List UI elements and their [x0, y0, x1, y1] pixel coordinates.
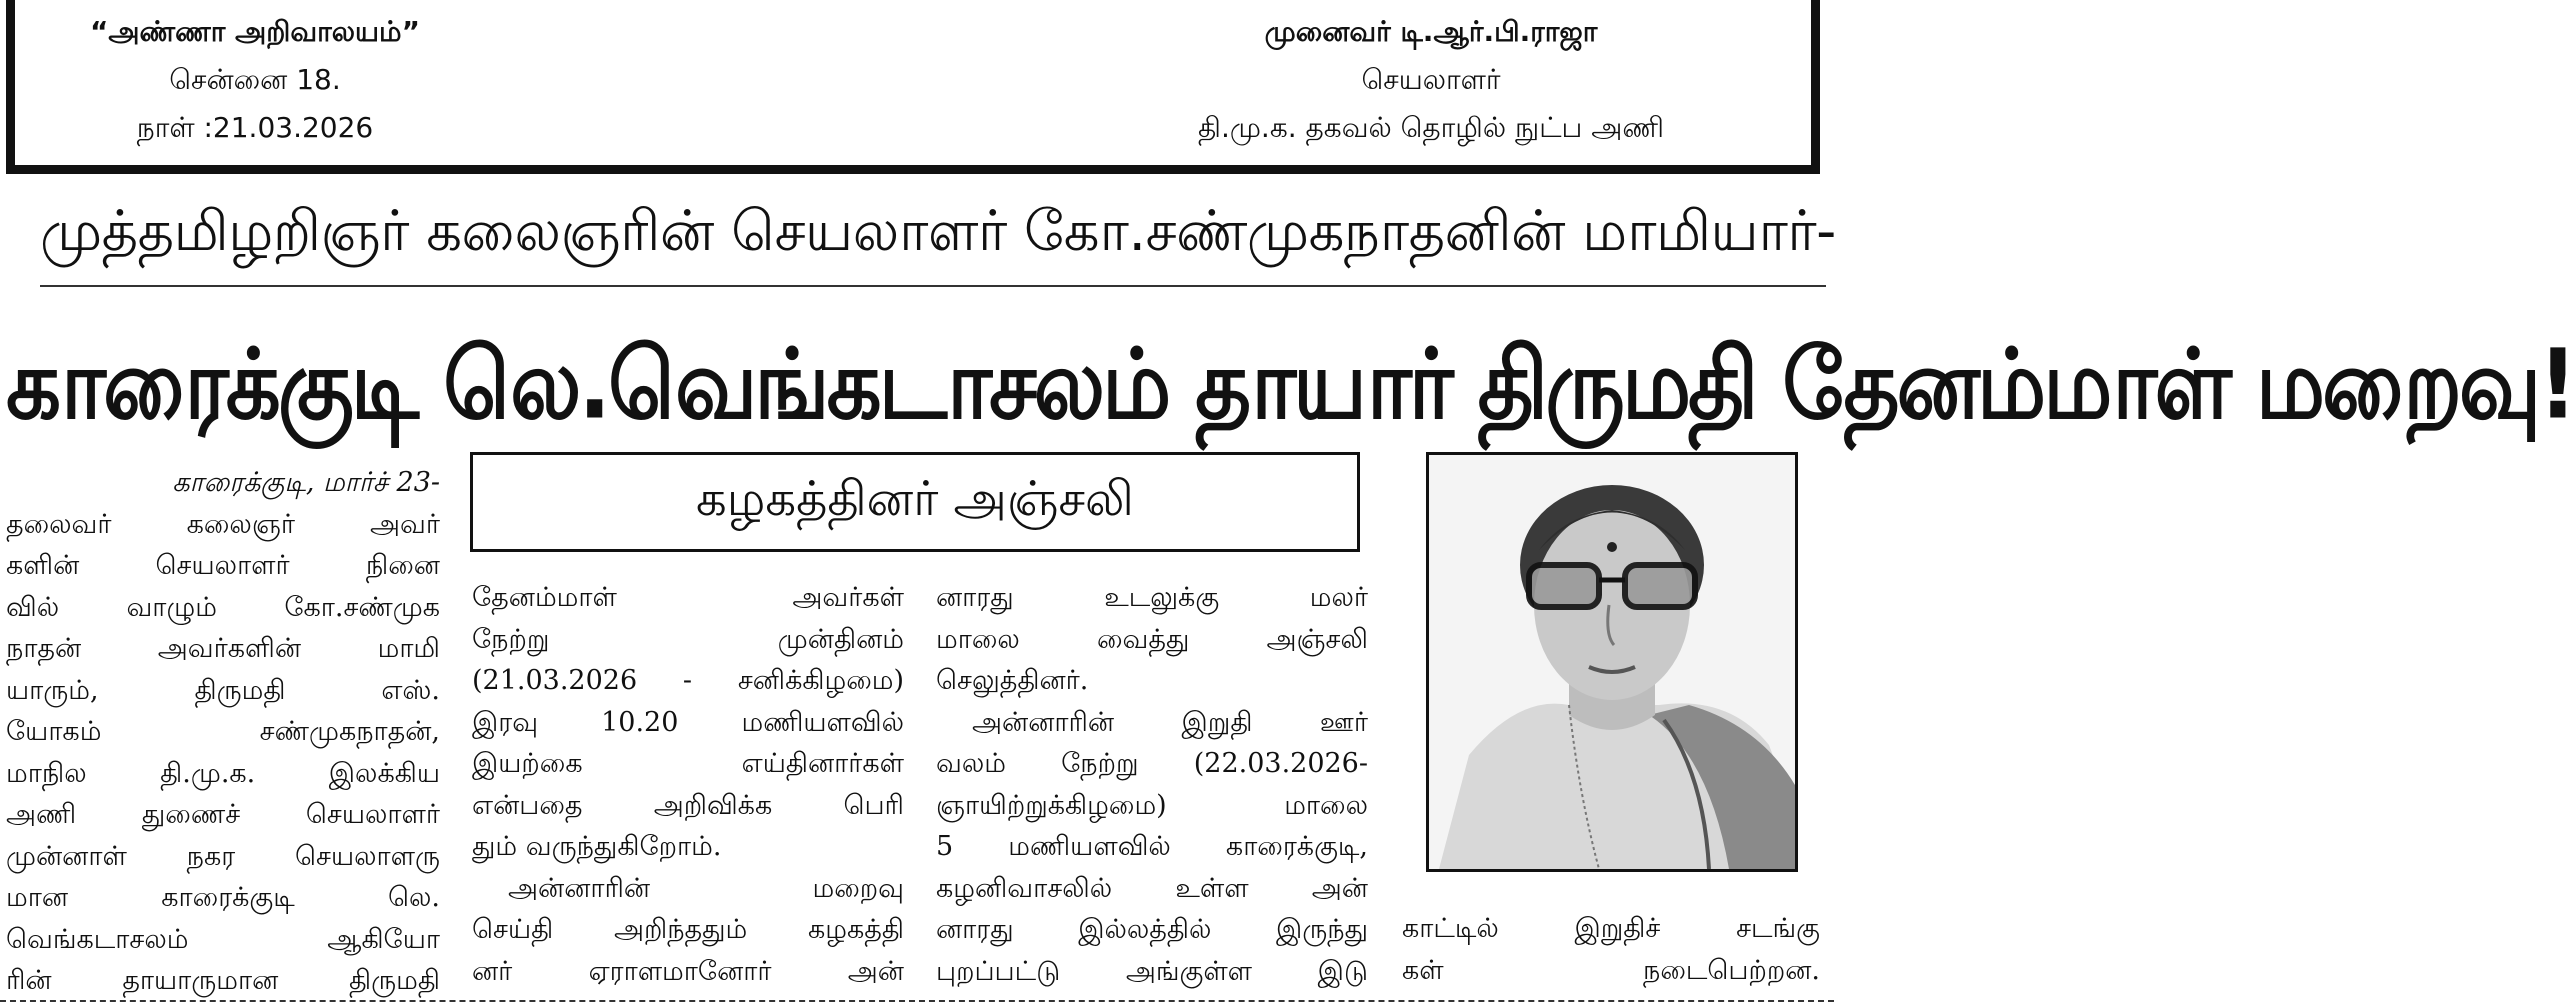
- dateline: காரைக்குடி, மார்ச் 23-: [172, 467, 440, 498]
- release-date: நாள் :21.03.2026: [136, 111, 374, 144]
- article-line: வெங்கடாசலம் ஆகியோ: [6, 923, 440, 955]
- article-column-1: [6, 462, 440, 1002]
- article-line: நாதன் அவர்களின் மாமி: [6, 633, 440, 664]
- office-city: சென்னை 18.: [169, 63, 341, 96]
- article-column-4: [1402, 908, 1820, 991]
- article-line: (21.03.2026 - சனிக்கிழமை): [472, 665, 904, 696]
- signatory-name: முனைவர் டி.ஆர்.பி.ராஜா: [1264, 15, 1598, 48]
- article-line: களின் செயலாளர் நினை: [6, 550, 440, 581]
- article-column-3: [936, 577, 1368, 992]
- article-line: மாலை வைத்து அஞ்சலி: [936, 623, 1368, 655]
- letterhead-right: [1111, 8, 1751, 152]
- article-line: னர் ஏராளமானோர் அன்: [472, 955, 904, 987]
- article-line: தேனம்மாள் அவர்கள்: [472, 582, 904, 613]
- article-line: யாரும், திருமதி எஸ்.: [6, 674, 440, 706]
- article-line: நேற்று முன்தினம்: [472, 623, 904, 655]
- article-line: புறப்பட்டு அங்குள்ள இடு: [936, 955, 1368, 987]
- article-line: கழனிவாசலில் உள்ள அன்: [936, 872, 1368, 904]
- main-headline: காரைக்குடி லெ.வெங்கடாசலம் தாயார் திருமதி தேனம்மாள் மறைவு!: [6, 329, 2574, 442]
- article-line: வலம் நேற்று (22.03.2026-: [936, 748, 1368, 779]
- article-line: காட்டில் இறுதிச் சடங்கு: [1402, 913, 1820, 944]
- portrait-photo-icon: [1429, 455, 1795, 869]
- article-line: என்பதை அறிவிக்க பெரி: [472, 789, 904, 821]
- signatory-role: செயலாளர்: [1361, 63, 1501, 96]
- article-line: முன்னாள் நகர செயலாளரு: [6, 840, 440, 872]
- subheading-box: [470, 452, 1360, 552]
- article-line: னாரது இல்லத்தில் இருந்து: [936, 914, 1368, 945]
- article-line: கள் நடைபெற்றன.: [1402, 954, 1820, 986]
- portrait-photo: [1426, 452, 1798, 872]
- signatory-wing: தி.மு.க. தகவல் தொழில் நுட்ப அணி: [1198, 111, 1664, 144]
- article-line: இரவு 10.20 மணியளவில்: [472, 706, 904, 738]
- article-line: செலுத்தினர்.: [936, 665, 1089, 696]
- headline-divider: [40, 285, 1826, 287]
- article-column-2: [472, 577, 904, 992]
- article-line: அணி துணைச் செயலாளர்: [6, 799, 440, 830]
- article-line: தும் வருந்துகிறோம்.: [472, 831, 722, 862]
- article-line: ரின் தாயாருமான திருமதி: [6, 965, 440, 996]
- article-line: யோகம் சண்முகநாதன்,: [6, 716, 440, 747]
- article-line: ஞாயிற்றுக்கிழமை) மாலை: [936, 789, 1368, 821]
- article-line: வில் வாழும் கோ.சண்முக: [6, 591, 440, 623]
- article-line: னாரது உடலுக்கு மலர்: [936, 582, 1368, 613]
- kicker-headline: முத்தமிழறிஞர் கலைஞரின் செயலாளர் கோ.சண்முகநாதனின் மாமியார்-: [40, 199, 1836, 264]
- article-line: தலைவர் கலைஞர் அவர்: [6, 508, 440, 540]
- office-name: “அண்ணா அறிவாலயம்”: [90, 15, 420, 48]
- article-line: மாநில தி.மு.க. இலக்கிய: [6, 757, 440, 789]
- subheading: கழகத்தினர் அஞ்சலி: [696, 471, 1134, 527]
- letterhead-box: [6, 0, 1820, 174]
- article-line: செய்தி அறிந்ததும் கழகத்தி: [472, 914, 904, 945]
- cut-line: [0, 1000, 1834, 1002]
- letterhead-left: [65, 8, 445, 152]
- article-line: மான காரைக்குடி லெ.: [6, 882, 440, 913]
- article-line: அன்னாரின் இறுதி ஊர்: [972, 706, 1368, 738]
- article-line: இயற்கை எய்தினார்கள்: [472, 748, 904, 779]
- article-line: அன்னாரின் மறைவு: [508, 872, 904, 904]
- article-line: 5 மணியளவில் காரைக்குடி,: [936, 831, 1368, 862]
